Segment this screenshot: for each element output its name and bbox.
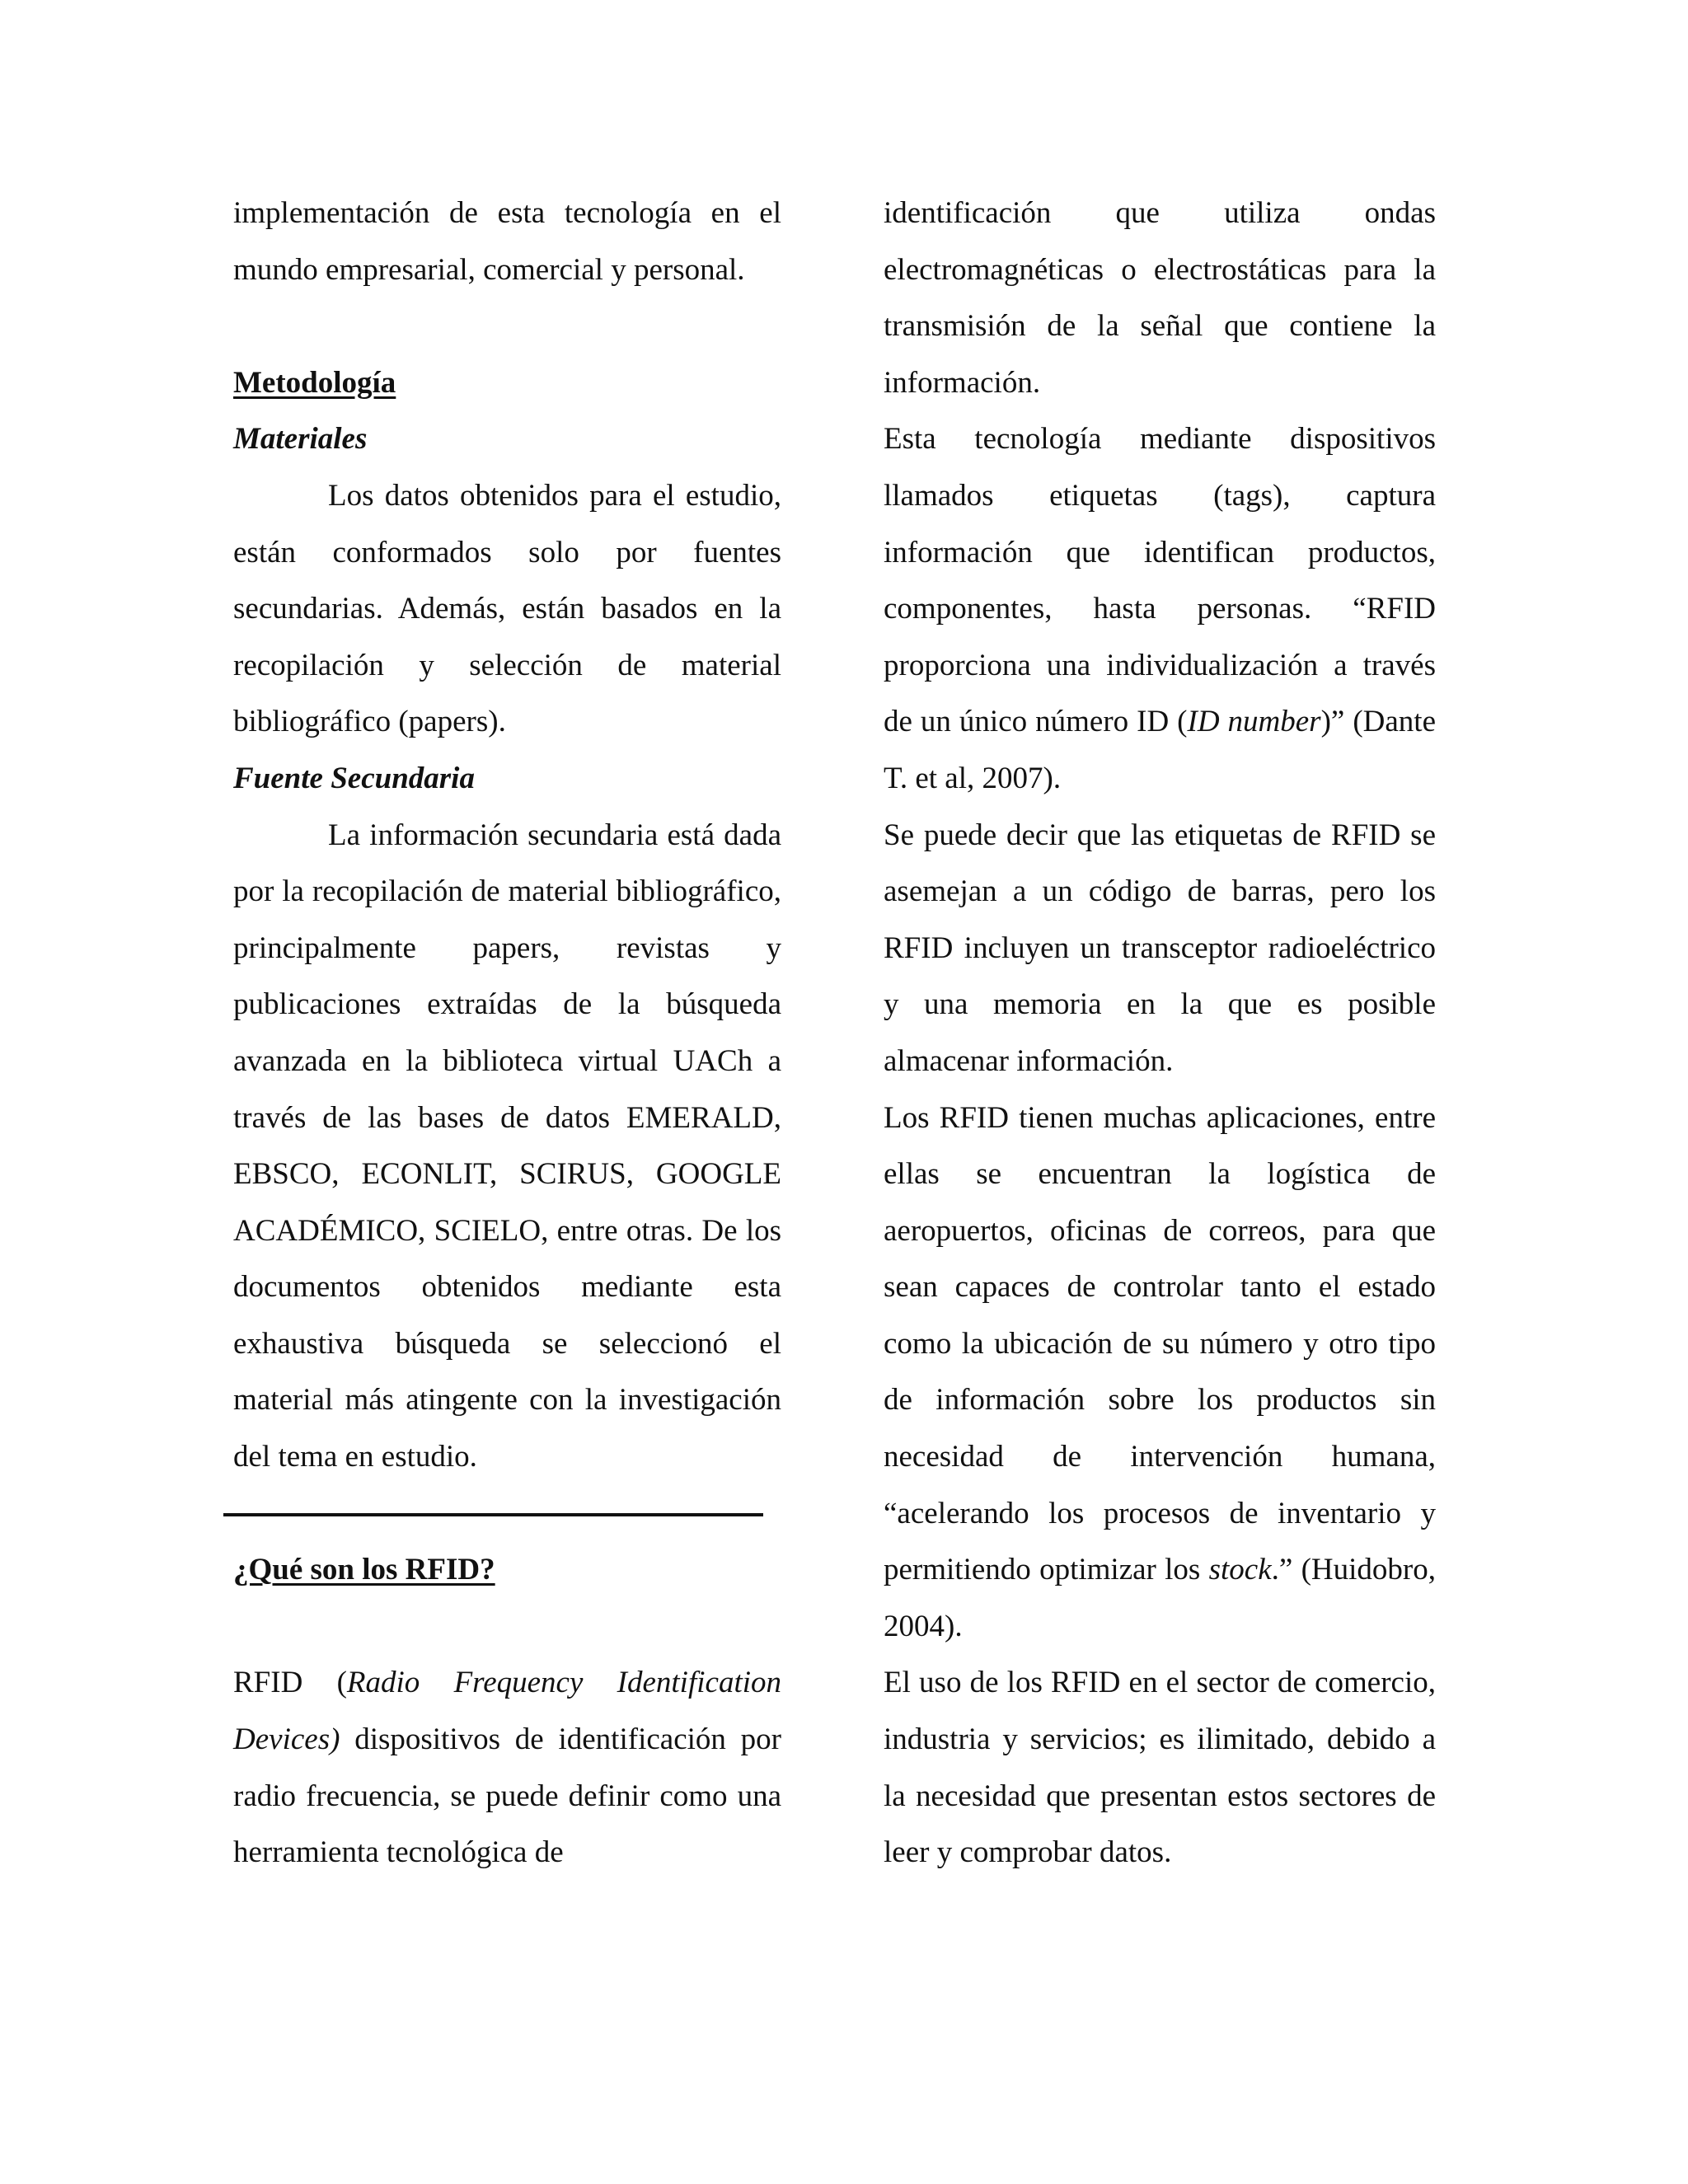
para4-end: .” (Huidobro, 2004). (884, 1553, 1436, 1643)
horizontal-rule (233, 1486, 781, 1543)
methodology-heading: Metodología (233, 365, 396, 400)
para2-italic: ID number (1187, 705, 1321, 739)
intro-paragraph: implementación de esta tecnología en el mundo empresarial, comercial y personal. (233, 196, 781, 287)
materials-subheading: Materiales (233, 422, 368, 457)
right-paragraph-1: identificación que utiliza ondas electromagnéticas o electrostáticas para la transmisión de la señal que contiene la información. (884, 196, 1436, 400)
right-paragraph-4 (884, 1090, 1436, 1656)
right-paragraph-5: El uso de los RFID en el sector de comercio, industria y servicios; es ilimitado, debido a la necesidad que presentan estos sectores de leer y comprobar datos. (884, 1666, 1436, 1870)
para2-start: Esta tecnología mediante dispositivos llamados etiquetas (tags), captura información que identifican productos, componentes, hasta personas. “RFID proporciona una individualización a través de un único número ID ( (884, 422, 1436, 739)
secondary-source-paragraph: La información secundaria está dada por la recopilación de material bibliográfico, principalmente papers, revistas y publicaciones extraídas de la búsqueda avanzada en la biblioteca virtual UACh a través de las bases de datos EMERALD, EBSCO, ECONLIT, SCIRUS, GOOGLE ACADÉMICO, SCIELO, entre otras. De los documentos obtenidos mediante esta exhaustiva búsqueda se seleccionó el material más atingente con la investigación del tema en estudio. (233, 818, 781, 1474)
rfid-definition-paragraph (233, 1655, 781, 1881)
para4-italic: stock (1208, 1553, 1272, 1587)
right-paragraph-2 (884, 411, 1436, 807)
rfid-def-start: RFID ( (233, 1666, 347, 1700)
rfid-heading: ¿Qué son los RFID? (233, 1553, 495, 1587)
para2-end: )” (Dante T. et al, 2007). (884, 705, 1436, 795)
spacer (233, 1599, 781, 1656)
rfid-def-rest: dispositivos de identificación por radio frecuencia, se puede definir como una herramienta tecnológica de (233, 1722, 781, 1870)
right-paragraph-3: Se puede decir que las etiquetas de RFID se asemejan a un código de barras, pero los RFID incluyen un transceptor radioeléctrico y una memoria en la que es posible almacenar información. (884, 818, 1436, 1078)
secondary-source-subheading: Fuente Secundaria (233, 761, 475, 795)
rfid-def-italic: Radio Frequency Identification Devices) (233, 1666, 782, 1757)
spacer (233, 298, 781, 355)
materials-paragraph: Los datos obtenidos para el estudio, están conformados solo por fuentes secundarias. Además, están basados en la recopilación y selección de material bibliográfico (papers). (233, 478, 781, 739)
left-column (233, 185, 781, 1882)
para4-start: Los RFID tienen muchas aplicaciones, entre ellas se encuentran la logística de aeropuertos, oficinas de correos, para que sean capaces de controlar tanto el estado como la ubicación de su número y otro tipo de información sobre los productos sin necesidad de intervención humana, “acelerando los procesos de inventario y permitiendo optimizar los (884, 1100, 1436, 1587)
right-column (884, 185, 1436, 1882)
